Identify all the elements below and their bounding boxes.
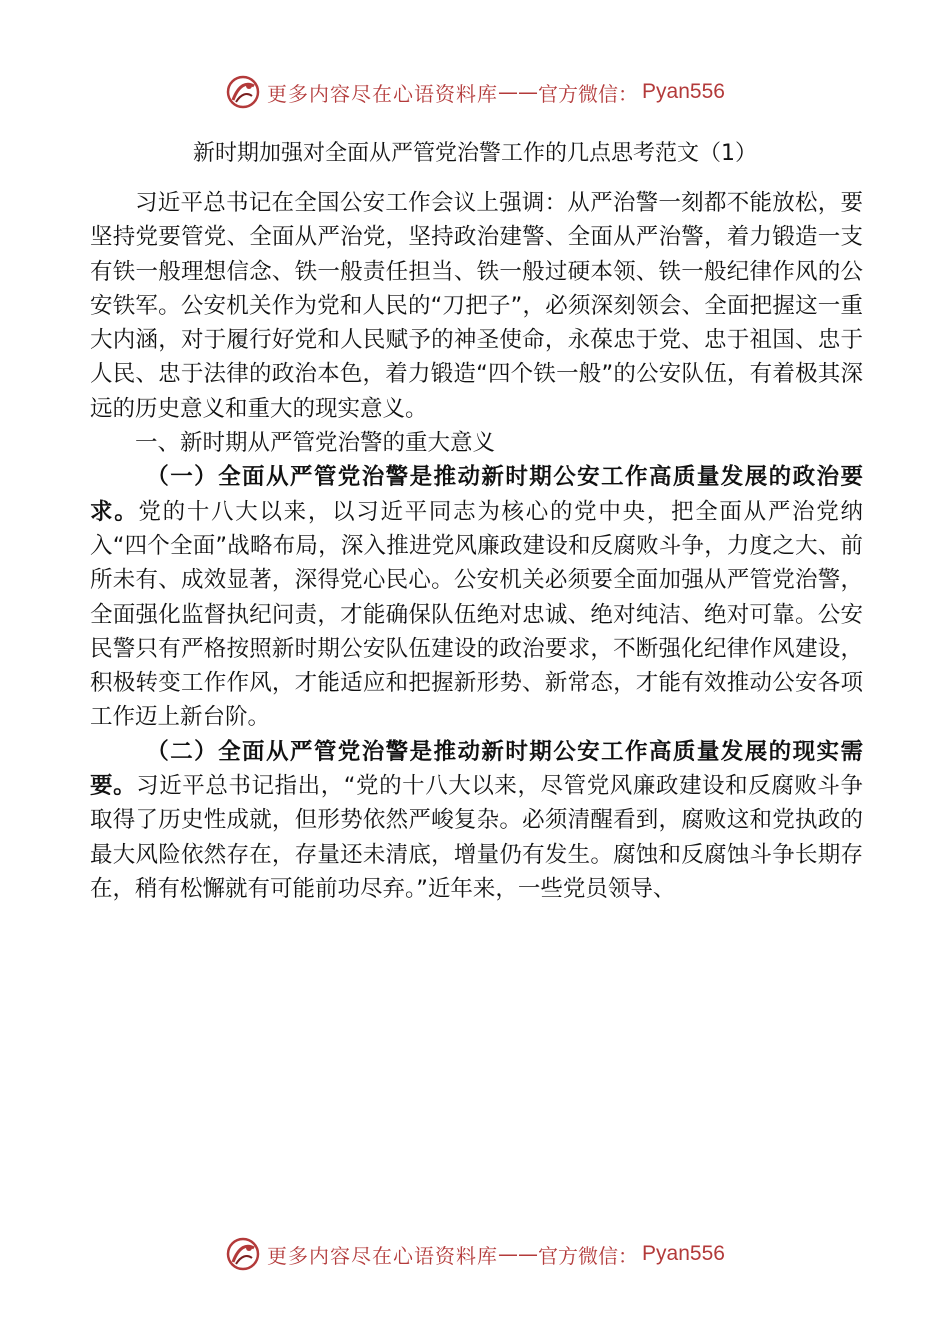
section-heading: 一、新时期从严管党治警的重大意义 (135, 430, 496, 457)
point-text-2: 习近平总书记指出，“党的十八大以来，尽管党风廉政建设和反腐败斗争取得了历史性成就，但形势依然严峻复杂。必须清醒看到，腐败这和党执政的最大风险依然存在，存量还未清底，增量仍有发生。腐蚀和反腐蚀斗争长期存在，稍有松懈就有可能前功尽弃。”近年来，一些党员领导、 (90, 773, 863, 902)
document-body (90, 186, 863, 906)
point-heading-2: （二）全面从严管党治警是推动新时期公安工作高质量发展的现实需要。 (90, 738, 863, 800)
banner-separator: —— (498, 80, 539, 104)
point-paragraph-2 (90, 735, 863, 906)
header-banner (0, 72, 950, 112)
banner-wechat-label: 官方微信： (538, 1243, 639, 1268)
brand-logo-icon (225, 74, 261, 110)
point-heading-1: （一）全面从严管党治警是推动新时期公安工作高质量发展的政治要求。 (90, 464, 863, 525)
banner-wechat-id: Pyan556 (642, 80, 725, 103)
brand-logo-icon (225, 1236, 261, 1272)
banner-slogan: 更多内容尽在心语资料库 (267, 81, 499, 106)
banner-slogan: 更多内容尽在心语资料库 (267, 1243, 499, 1268)
document-title: 新时期加强对全面从严管党治警工作的几点思考范文（1） (193, 141, 757, 166)
banner-wechat-id: Pyan556 (642, 1242, 725, 1265)
banner-wechat-label: 官方微信： (538, 81, 639, 106)
point-paragraph-1 (90, 460, 863, 734)
banner-separator: —— (498, 1242, 539, 1266)
footer-banner (0, 1234, 950, 1274)
point-text-1: 党的十八大以来，以习近平同志为核心的党中央，把全面从严治党纳入“四个全面”战略布局，深入推进党风廉政建设和反腐败斗争，力度之大、前所未有、成效显著，深得党心民心。公安机关必须要全面加强从严管党治警，全面强化监督执纪问责，才能确保队伍绝对忠诚、绝对纯洁、绝对可靠。公安民警只有严格按照新时期公安队伍建设的政治要求，不断强化纪律作风建设，积极转变工作作风，才能适应和把握新形势、新常态，才能有效推动公安各项工作迈上新台阶。 (90, 498, 863, 731)
intro-paragraph: 习近平总书记在全国公安工作会议上强调：从严治警一刻都不能放松，要坚持党要管党、全面从严治党，坚持政治建警、全面从严治警，着力锻造一支有铁一般理想信念、铁一般责任担当、铁一般过硬本领、铁一般纪律作风的公安铁军。公安机关作为党和人民的“刀把子”，必须深刻领会、全面把握这一重大内涵，对于履行好党和人民赋予的神圣使命，永葆忠于党、忠于祖国、忠于人民、忠于法律的政治本色，着力锻造“四个铁一般”的公安队伍，有着极其深远的历史意义和重大的现实意义。 (90, 190, 863, 422)
